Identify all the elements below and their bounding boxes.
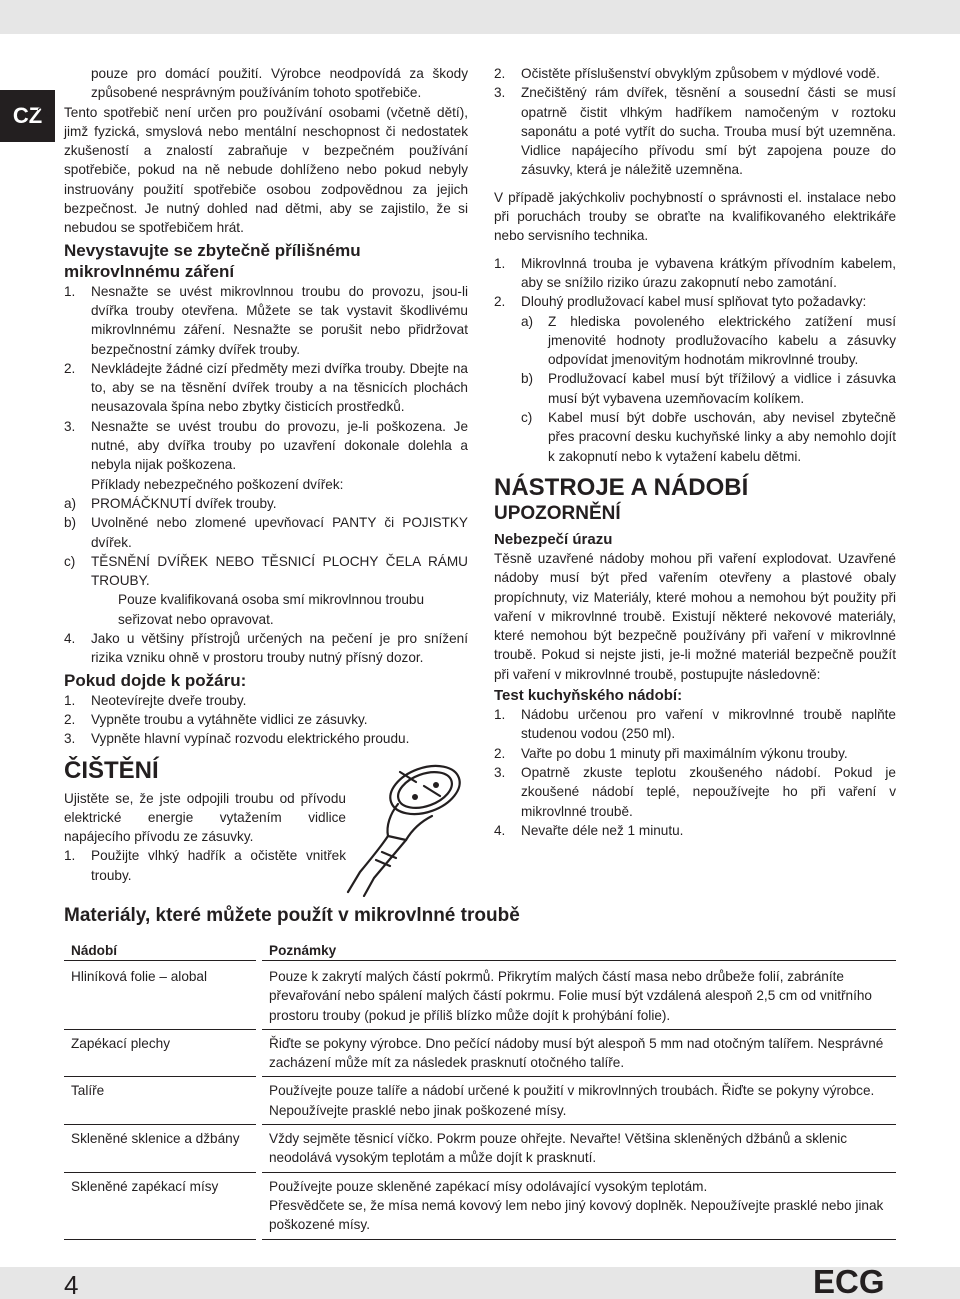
language-tab: CZ	[0, 90, 55, 142]
intro-continuation: pouze pro domácí použití. Výrobce neodpovídá za škody způsobené nesprávným používáním tohoto spotřebiče.	[91, 66, 468, 101]
injury-text: Těsně uzavřené nádoby mohou při vaření explodovat. Uzavřené nádoby musí být před vařením otevřeny a plastové obaly propíchnuty, viz Materiály, které mohou a nemohou být použity při vaření v mikrovlnné troubě. Existují některé nekovové materiály, které nemohou být bezpečně používány při vaření v mikrovlnné troubě. Pokud si nejste jisti, je-li možné materiál bezpečně použít při vaření v mikrovlnné troubě, postupujte následovně:	[494, 550, 896, 682]
section-heading-warning: UPOZORNĚNÍ	[494, 502, 621, 524]
section-heading-cleaning: ČIŠTĚNÍ	[64, 756, 159, 784]
right-column	[494, 64, 896, 840]
list-item	[64, 64, 468, 103]
brand-logo: ECG	[813, 1263, 885, 1299]
table-title: Materiály, které můžete použít v mikrovlnné troubě	[64, 905, 520, 926]
list-item: a) PROMÁČKNUTÍ dvířek trouby.	[64, 495, 277, 511]
table-row: Talíře Používejte pouze talíře a nádobí určené k použití v mikrovlnných troubách. Řiďte se pokyny výrobce. Nepoužívejte prasklé nebo jinak poškozené mísy.	[64, 1077, 896, 1125]
column-header-item: Nádobí	[64, 941, 256, 961]
list-item: 1. Neotevírejte dveře trouby.	[64, 692, 247, 708]
installation-text: V případě jakýchkoliv pochybností o správnosti el. instalace nebo při poruchách trouby se obraťte na kvalifikovaného elektrikáře nebo servisního technika.	[494, 189, 896, 244]
list-item: 2. Nevkládejte žádné cizí předměty mezi dvířka trouby. Dbejte na to, aby se na těsnění dvířek trouby a na těsnicích plochách neusazovala špína nebo zbytky čisticích prostředků.	[64, 360, 468, 415]
section-heading-injury: Nebezpečí úrazu	[494, 530, 613, 548]
materials-table	[64, 937, 896, 1240]
list-item: 20. Tento spotřebič není určen pro používání osobami (včetně dětí), jimž fyzická, smyslová nebo mentální neschopnost či nedostatek zkušeností a znalostí zabraňuje v bezpečném používání spotřebiče, pokud na ně nebude dohlíženo nebo pokud nebyly instruovány použití spotřebiče osobou zodpovědnou za jejich bezpečnost. Je nutný dohled nad dětmi, aby se zajistilo, že si nebudou se spotřebičem hrát.	[37, 104, 468, 236]
list-item: c) TĚSNĚNÍ DVÍŘEK NEBO TĚSNICÍ PLOCHY ČELA RÁMU TROUBY.	[64, 553, 468, 589]
list-item: 3. Opatrně zkuste teplotu zkoušeného nádobí. Pokud je zkoušené nádobí teplé, nepoužívejte ho při vaření v mikrovlnné troubě.	[494, 764, 896, 819]
list-item: 2. Vypněte troubu a vytáhněte vidlici ze zásuvky.	[64, 711, 368, 727]
list-item: 1. Nádobu určenou pro vaření v mikrovlnné troubě naplňte studenou vodou (250 ml).	[494, 707, 896, 742]
list-item: 1. Mikrovlnná trouba je vybavena krátkým přívodním kabelem, aby se snížilo riziko úrazu zakopnutí nebo zamotání.	[494, 255, 896, 290]
section-heading-test: Test kuchyňského nádobí:	[494, 687, 683, 705]
list-item: 3. Nesnažte se uvést troubu do provozu, je-li poškozena. Je nutné, aby dvířka trouby po uzavření dokonale dolehla a nebyla nijak poškozena.	[64, 418, 468, 473]
table-row: Skleněné zapékací mísy Používejte pouze skleněné zapékací mísy odolávající vysokým teplotám. Přesvědčete se, že mísa nemá kovový lem nebo jiný kovový doplněk. Nepoužívejte prasklé nebo jinak poškozené mísy.	[64, 1173, 896, 1240]
list-item: b) Uvolněné nebo zlomené upevňovací PANTY či POJISTKY dvířek.	[64, 515, 468, 550]
column-header-note: Poznámky	[262, 941, 896, 961]
list-item: 1. Nesnažte se uvést mikrovlnnou troubu do provozu, jsou-li dvířka trouby otevřena. Můžete se tak vystavit škodlivému mikrovlnnému záření. Nesnažte se porušit nebo přidržovat bezpečnostní zámky dvířek trouby.	[64, 283, 468, 357]
section-heading-microwave: Nevystavujte se zbytečně přílišnému mikrovlnnému záření	[64, 240, 361, 281]
list-item: 2. Očistěte příslušenství obvyklým způsobem v mýdlové vodě.	[494, 66, 880, 81]
list-item: a) Z hlediska povoleného elektrického zatížení musí jmenovité hodnoty prodlužovacího kabelu a zásuvky odpovídat jmenovitým hodnotám mikrovlnné trouby.	[521, 313, 896, 368]
table-row: Zapékací plechy Řiďte se pokyny výrobce. Dno pečící nádoby musí být alespoň 5 mm nad otočným talířem. Nesprávné zacházení může mít za následek prasknutí otočného talíře.	[64, 1030, 896, 1078]
page-number: 4	[64, 1270, 79, 1299]
list-item: Pouze kvalifikovaná osoba smí mikrovlnnou troubu seřizovat nebo opravovat.	[118, 592, 425, 627]
table-row: Skleněné sklenice a džbány Vždy sejměte těsnicí víčko. Pokrm pouze ohřejte. Nevařte! Většina skleněných džbánů a sklenic neodolává vysokým teplotám a může dojít k prasknutí.	[64, 1125, 896, 1173]
section-heading-fire: Pokud dojde k požáru:	[64, 670, 247, 690]
list-item: c) Kabel musí být dobře uschován, aby nevisel zbytečně přes pracovní desku kuchyňské linky a aby nemohlo dojít k zakopnutí nebo k vytažení kabelu dětmi.	[521, 410, 896, 464]
list-item: 4. Jako u většiny přístrojů určených na pečení je pro snížení rizika vzniku ohně v prostoru trouby nutný přísný dozor.	[64, 631, 468, 666]
list-item: 1. Použijte vlhký hadřík a očistěte vnitřek trouby.	[64, 848, 346, 883]
list-item: b) Prodlužovací kabel musí být třížilový a vidlice i zásuvka musí být vybavena uzemňovacím kolíkem.	[521, 371, 896, 406]
list-item: Příklady nebezpečného poškození dvířek:	[91, 476, 344, 492]
section-heading-tools: NÁSTROJE A NÁDOBÍ	[494, 473, 749, 501]
table-row: Hliníková folie – alobal Pouze k zakrytí malých částí pokrmů. Přikrytím malých částí masa nebo drůbeže folií, zabráníte převařování nebo spálení malých částí pokrmu. Folie musí být vzdálená alespoň 2,5 cm od vnitřního prostoru trouby (pokud je příliš blízko může dojít k prohýbání folie).	[64, 963, 896, 1030]
power-plug-icon	[320, 752, 470, 897]
table-header-row	[64, 937, 896, 963]
list-item: 3. Vypněte hlavní vypínač rozvodu elektrického proudu.	[64, 731, 410, 747]
list-item: 4. Nevařte déle než 1 minutu.	[494, 822, 684, 838]
cleaning-text: Ujistěte se, že jste odpojili troubu od přívodu elektrické energie vytažením vidlice napájecího přívodu ze zásuvky.	[64, 790, 346, 845]
list-item: 2. Dlouhý prodlužovací kabel musí splňovat tyto požadavky:	[494, 294, 867, 310]
list-item: 3. Znečištěný rám dvířek, těsnění a sousední části se musí opatrně čistit vlhkým hadříkem namočeným v roztoku saponátu a poté vytřít do sucha. Trouba musí být uzemněna. Vidlice napájecího přívodu smí být zapojena pouze do zásuvky, která je náležitě uzemněna.	[494, 85, 896, 178]
top-bar	[0, 0, 960, 34]
list-item: 2. Vařte po dobu 1 minuty při maximálním výkonu trouby.	[494, 745, 848, 761]
